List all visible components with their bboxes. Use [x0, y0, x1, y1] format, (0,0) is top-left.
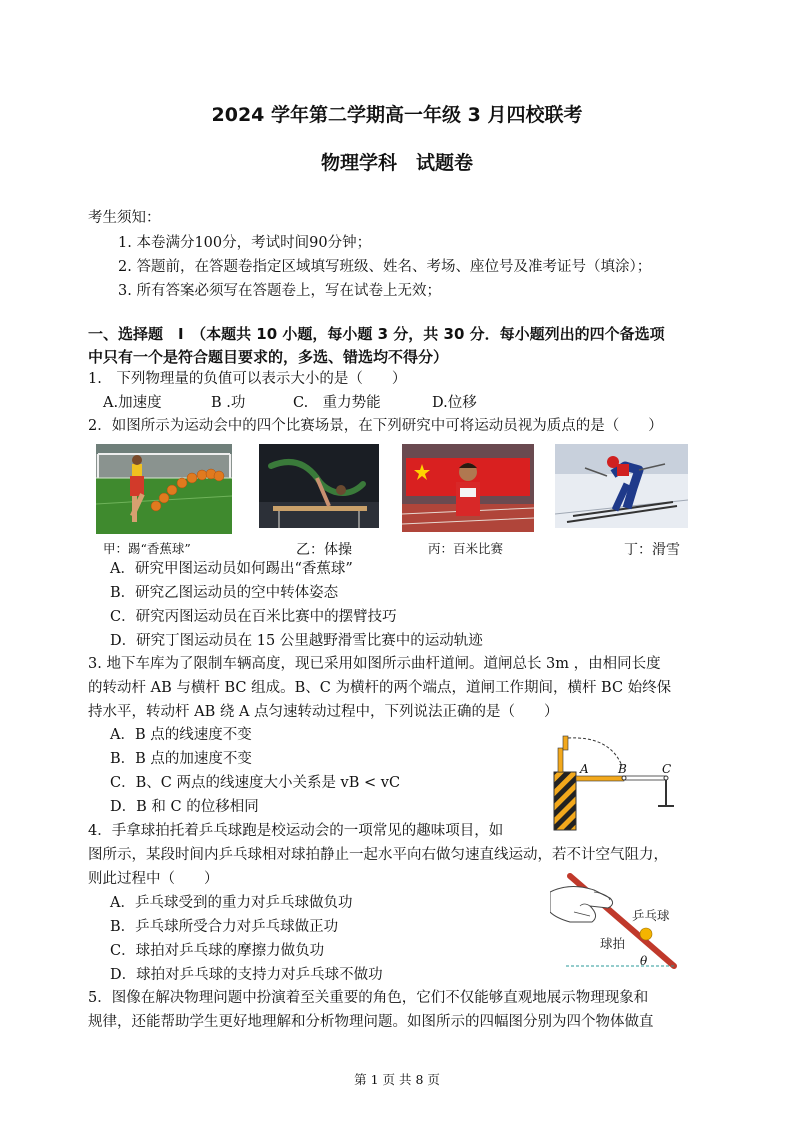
q3-line-1: 3. 地下车库为了限制车辆高度，现已采用如图所示曲杆道闸。道闸总长 3m ，由相同长度	[88, 656, 661, 672]
section-heading-line1: 一、选择题 Ⅰ （本题共 10 小题，每小题 3 分，共 30 分．每小题列出的四个备选项	[88, 325, 665, 343]
q4-option-d: D．球拍对乒乓球的支持力对乒乓球不做功	[110, 967, 383, 983]
q4-option-b: B．乒乓球所受合力对乒乓球做正功	[110, 919, 339, 935]
gate-label-c: C	[662, 762, 672, 776]
q3-line-2: 的转动杆 AB 与横杆 BC 组成。B、C 为横杆的两个端点，道闸工作期间，横杆 BC 始终保	[88, 680, 672, 696]
q3-option-d: D．B 和 C 的位移相同	[110, 799, 259, 815]
q2-option-a: A．研究甲图运动员如何踢出“香蕉球”	[110, 561, 353, 577]
soccer-photo	[96, 444, 232, 534]
q3-option-b: B．B 点的加速度不变	[110, 751, 252, 767]
q2-option-b: B．研究乙图运动员的空中转体姿态	[110, 585, 339, 601]
section-heading-line2: 中只有一个是符合题目要求的，多选、错选均不得分）	[88, 348, 449, 366]
caption-bing: 丙：百米比赛	[428, 541, 504, 556]
q2-stem: 2．如图所示为运动会中的四个比赛场景，在下列研究中可将运动员视为质点的是（ ）	[88, 418, 663, 434]
q5-line-1: 5．图像在解决物理问题中扮演着至关重要的角色，它们不仅能够直观地展示物理现象和	[88, 990, 649, 1006]
q3-option-c: C．B、C 两点的线速度大小关系是 vB < vC	[110, 775, 401, 791]
paddle-label-ball: 乒乓球	[632, 908, 670, 923]
notice-item-2: 2. 答题前，在答题卷指定区域填写班级、姓名、考场、座位号及准考证号（填涂）；	[118, 259, 652, 275]
q2-option-c: C．研究丙图运动员在百米比赛中的摆臂技巧	[110, 609, 397, 625]
q3-line-3: 持水平，转动杆 AB 绕 A 点匀速转动过程中，下列说法正确的是（ ）	[88, 704, 559, 720]
paddle-label-racket: 球拍	[600, 936, 626, 951]
gate-figure	[548, 732, 682, 832]
page-footer: 第 1 页 共 8 页	[354, 1072, 440, 1087]
q4-option-c: C．球拍对乒乓球的摩擦力做负功	[110, 943, 325, 959]
q4-option-a: A．乒乓球受到的重力对乒乓球做负功	[110, 895, 353, 911]
q3-option-a: A．B 点的线速度不变	[110, 727, 252, 743]
q1-option-b: B .功	[211, 395, 246, 411]
q5-line-2: 规律，还能帮助学生更好地理解和分析物理问题。如图所示的四幅图分别为四个物体做直	[88, 1014, 654, 1030]
skier-photo	[555, 444, 688, 528]
q1-option-d: D.位移	[432, 395, 477, 411]
q4-line-2: 图所示，某段时间内乒乓球相对球拍静止一起水平向右做匀速直线运动，若不计空气阻力，	[88, 847, 668, 863]
sprinter-photo	[402, 444, 534, 532]
gymnastics-photo	[259, 444, 379, 528]
gate-label-a: A	[580, 762, 589, 776]
q1-stem: 1. 下列物理量的负值可以表示大小的是（ ）	[88, 371, 407, 387]
caption-yi: 乙：体操	[296, 542, 352, 558]
q1-option-a: A.加速度	[103, 395, 162, 411]
q2-option-d: D．研究丁图运动员在 15 公里越野滑雪比赛中的运动轨迹	[110, 633, 483, 649]
paddle-label-theta: θ	[640, 954, 648, 968]
exam-subtitle: 物理学科 试题卷	[320, 152, 473, 174]
notice-item-1: 1. 本卷满分100分，考试时间90分钟；	[118, 235, 372, 251]
q4-line-1: 4．手拿球拍托着乒乓球跑是校运动会的一项常见的趣味项目，如	[88, 823, 504, 839]
notice-heading: 考生须知：	[88, 210, 161, 226]
caption-jia: 甲：踢“香蕉球”	[103, 541, 191, 556]
q1-option-c: C. 重力势能	[293, 395, 381, 411]
caption-ding: 丁：滑雪	[624, 542, 680, 558]
q4-line-3: 则此过程中（ ）	[88, 871, 219, 887]
exam-title: 2024 学年第二学期高一年级 3 月四校联考	[211, 104, 583, 126]
notice-item-3: 3. 所有答案必须写在答题卷上，写在试卷上无效；	[118, 283, 441, 299]
gate-label-b: B	[618, 762, 627, 776]
